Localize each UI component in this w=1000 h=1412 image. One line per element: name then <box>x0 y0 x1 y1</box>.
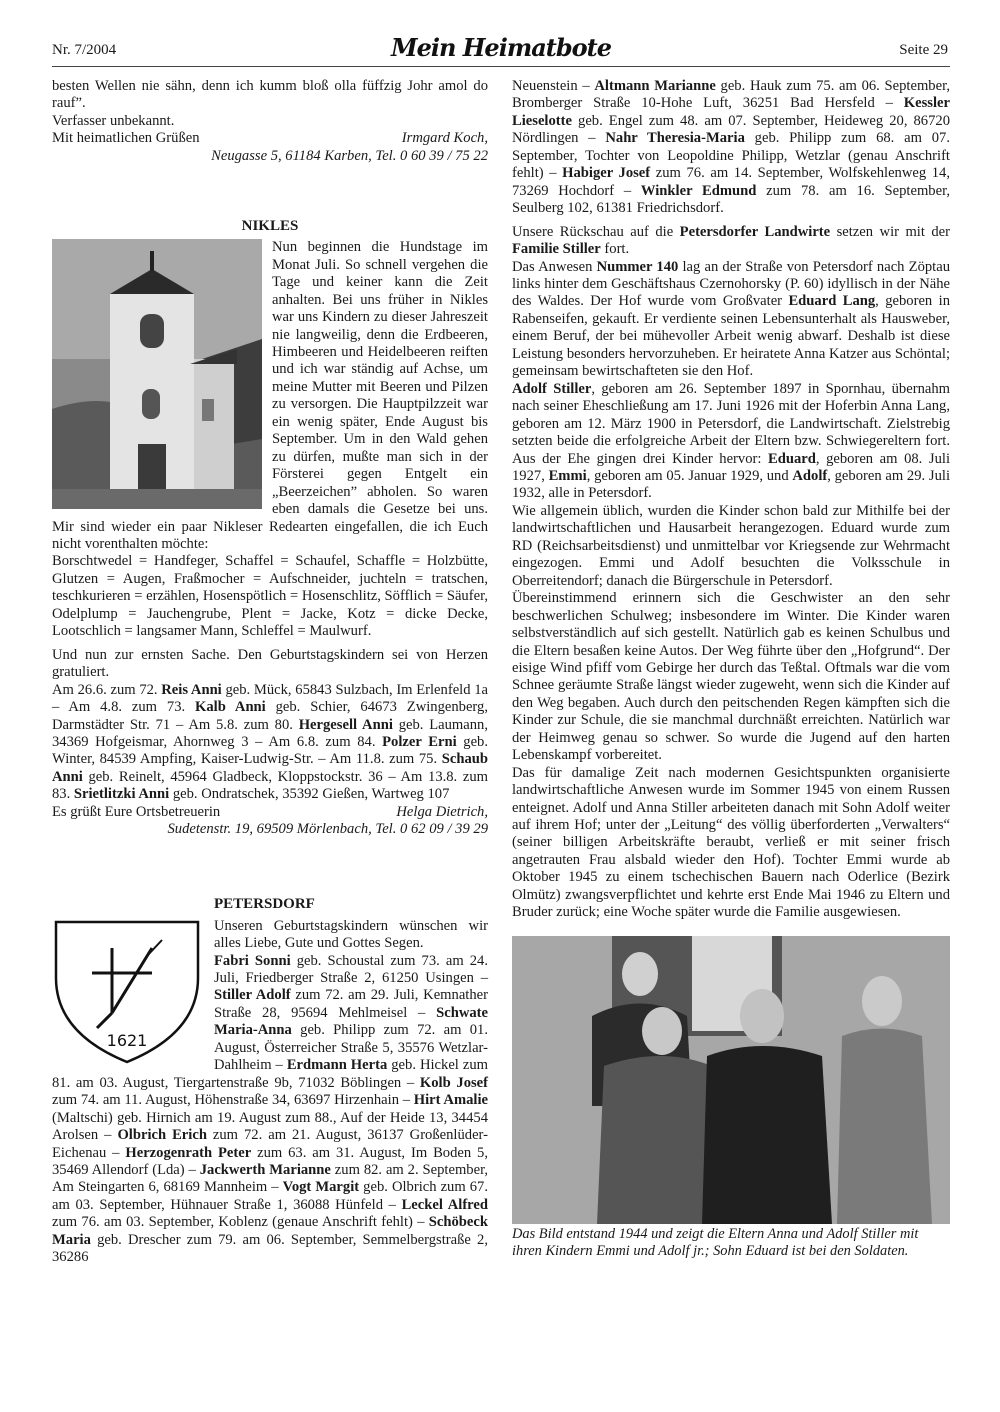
masthead-logo <box>391 28 611 64</box>
person-name: Schwate Maria-Anna <box>214 1004 488 1039</box>
text-run: Am 26.6. zum 72. <box>52 681 162 698</box>
person-name: Nahr Theresia-Maria <box>605 130 745 147</box>
person-name: Hirt Amalie <box>413 1092 488 1109</box>
text-run: , geboren in Rabenseifen, gekauft. Er verdiente seinen Lebensunterhalt als Hausweber, einem Beruf, der bei mühevoller Arbeit wenig abwarf. Deshalb ist diese Leistung besonders hervorzuheben. Er heiratete Anna Katzer aus Schöntal; gemeinsam bewirtschafteten sie den Hof. <box>512 293 950 380</box>
text-run: geb. Schier, 64673 Zwingenberg, Darmstädter Str. 71 – Am 5.8. zum 80. <box>52 699 488 733</box>
person-name: Kalb Anni <box>195 699 266 716</box>
person-name: Habiger Josef <box>562 165 651 182</box>
text-run: geb. Hickel zum 81. am 03. August, Tiergartenstraße 9b, 71032 Böblingen – <box>52 1057 488 1091</box>
text-run: (Maltschi) geb. Hirnich am 19. August zum 88., Auf der Heide 13, 34454 Arolsen – <box>52 1109 488 1144</box>
page-number: Seite 29 <box>899 42 948 58</box>
text-run: geb. Winter, 84539 Ampfing, Kaiser-Ludwig-Str. – Am 11.8. zum 75. <box>52 733 489 768</box>
review-intro <box>512 224 950 259</box>
text-run: geb. Reinelt, 45964 Gladbeck, Kloppstockstr. 36 – Am 13.8. zum 83. <box>52 768 488 803</box>
text-run: geb. Philipp zum 72. am 01. August, Österreicher Straße 5, 35576 Wetzlar-Dahlheim – <box>214 1022 488 1074</box>
person-name: Stiller Adolf <box>214 987 291 1004</box>
text-run: geb. Mück, 65843 Sulzbach, Im Erlenfeld 1a – Am 4.8. zum 73. <box>52 681 489 716</box>
text-run: Unsere Rückschau auf die <box>512 223 680 240</box>
person-name: Adolf Stiller <box>512 380 592 397</box>
intro-text: besten Wellen nie sähn, denn ich kumm bloß olla füffzig Johr amol do rauf”. <box>52 78 488 112</box>
left-column <box>52 78 488 1267</box>
person-name: Schaub Anni <box>52 751 488 785</box>
text-run: , geboren am 05. Januar 1929, und <box>586 467 793 484</box>
person-name: Srietlitzki Anni <box>73 786 170 803</box>
text-run: zum 78. am 16. September, Seulberg 102, 61381 Friedrichsdorf. <box>512 182 950 217</box>
photo-caption: Das Bild entstand 1944 und zeigt die Eltern Anna und Adolf Stiller mit ihren Kindern Emmi und Adolf jr.; Sohn Eduard ist bei den Soldaten. <box>512 1225 919 1260</box>
text-run: geb. Ondratschek, 35392 Gießen, Wartweg 107 <box>169 786 450 803</box>
author-address: Neugasse 5, 61184 Karben, Tel. 0 60 39 / 75 22 <box>211 147 488 164</box>
author-name: Helga Dietrich, <box>396 803 488 820</box>
person-name: Petersdorfer Landwirte <box>679 223 831 240</box>
person-name: Polzer Erni <box>382 733 457 750</box>
person-name: Olbrich Erich <box>117 1127 207 1144</box>
petersdorf-intro: Unseren Geburtstagskindern wünschen wir alles Liebe, Gute und Gottes Segen. <box>214 917 488 952</box>
text-run: , geboren am 26. September 1897 in Spornhau, übernahm nach seiner Eheschließung am 17. Juni 1926 mit der Hoferbin Anna Lang, geboren am 12. März 1900 in Petersdorf, die Landwirtschaft. Zielstrebig setzten beide die erfolgreiche Arbeit der Eltern bzw. Schwiegereltern fort. Aus der Ehe gingen drei Kinder hervor: <box>512 380 950 467</box>
text-run: geb. Schoustal zum 73. am 24. Juli, Friedberger Straße 2, 61250 Usingen – <box>214 952 488 987</box>
text-run: setzen wir mit der <box>830 223 950 240</box>
person-name: Schöbeck Maria <box>52 1214 488 1248</box>
author-address: Sudetenstr. 19, 69509 Mörlenbach, Tel. 0 62 09 / 39 29 <box>167 821 488 838</box>
text-run: geb. Engel zum 48. am 07. September, Heideweg 20, 86720 Nördlingen – <box>512 112 950 147</box>
section-heading-nikles: NIKLES <box>241 218 299 235</box>
para-property <box>512 259 950 381</box>
person-name: Reis Anni <box>161 681 222 698</box>
person-name: Nummer 140 <box>596 258 679 275</box>
text-run: Das Anwesen <box>512 258 597 275</box>
svg-text:Mein Heimatbote: Mein Heimatbote <box>391 33 611 62</box>
signature-koch <box>52 130 488 147</box>
person-name: Winkler Edmund <box>640 182 757 199</box>
para-1945: Das für damalige Zeit nach modernen Gesichtspunkten organisierte landwirtschaftliche Anwesen wurde im Sommer 1945 von einem Russen enteignet. Adolf und Anna Stiller arbeiteten danach mit Sohn Adolf weiter auf ihrem Hof; unter der „Leitung“ des völlig überforderten „Verwalters“ (seiner billigen Arbeitskräfte beraubt, verließ er mit seiner frisch angetrauten Frau alsbald wieder den Hof). Tochter Emmi wurde ab Oktober 1945 zu einem tschechischen Bauern nach Oderlice (Bezirk Olmütz) zwangsverpflichtet und kehrte erst Ende Mai 1946 zu Eltern und Bruder zurück; eine Woche später wurde die Familie ausgewiesen. <box>512 764 950 921</box>
right-column <box>512 78 950 1261</box>
text-run: geb. Drescher zum 79. am 06. September, Semmelbergstraße 2, 36286 <box>52 1231 488 1266</box>
person-name: Hergesell Anni <box>298 716 393 733</box>
greeting: Mit heimatlichen Grüßen <box>52 130 200 147</box>
text-run: zum 74. am 11. August, Höhenstraße 34, 63697 Hirzenhain – <box>52 1092 414 1109</box>
person-name: Eduard Lang <box>788 293 876 310</box>
person-name: Eduard <box>768 450 816 467</box>
author-note: Verfasser unbekannt. <box>52 112 175 129</box>
para-adolf-stiller <box>512 381 950 503</box>
nikles-text: Nun beginnen die Hundstage im Monat Juli. So schnell vergehen die Tage und keiner kann die Zeit anhalten. Bei uns früher in Nikles war uns Kindern zu dieser Jahreszeit nie langweilig, denn die Erdbeeren, Himbeeren und Heidelbeeren reiften und ich war ständig auf Achse, um meine Mutter mit Beeren und Pilzen zu versorgen. Die Hauptpilzzeit war ein wenig später, Ende August bis September. Um in den Wald gehen zu dürfen, mußte man sich in der Försterei gegen Entgelt ein „Beerzeichen” abholen. So waren eben damals die Gesetze bei uns. Mir sind wieder ein paar Nikleser Redearten eingefallen, die ich Euch nicht vorenthalten möchte: <box>52 239 488 552</box>
person-name: Altmann Marianne <box>594 78 716 94</box>
person-name: Jackwerth Marianne <box>199 1162 331 1179</box>
person-name: Herzogenrath Peter <box>125 1144 252 1161</box>
person-name: Kessler Lieselotte <box>512 95 950 129</box>
nikles-glossary: Borschtwedel = Handfeger, Schaffel = Schaufel, Schaffle = Holzbütte, Glutzen = Augen, Fraßmocher = Aufschneider, juchteln = tratschen, teschkurieren = erzählen, Hosenspötlich = Hosenschlitz, Söfflich = Säufer, Odelplump = Jauchengrube, Plent = Jacke, Kotz = dicke Decke, Lootschlich = langsamer Mann, Schleffel = Maulwurf. <box>52 553 488 640</box>
person-name: Kolb Josef <box>419 1074 489 1091</box>
family-photo <box>512 936 950 1224</box>
header-rule <box>52 66 950 67</box>
person-name: Vogt Margit <box>282 1179 360 1196</box>
congratulations-text: Und nun zur ernsten Sache. Den Geburtstagskindern sei von Herzen gratuliert. <box>52 646 488 681</box>
para-school: Übereinstimmend erinnern sich die Geschwister an den sehr beschwerlichen Schulweg; insbesondere im Winter. Die Kinder waren selbstverständlich auf sich gestellt. Natürlich gab es keinen Schulbus und die Eltern besaßen keine Autos. Der Weg führte über den „Hofgrund“. Der eisige Wind pfiff vom Gebirge her durch das Teßtal. Oftmals war die vom Schnee geräumte Straße längst wieder zugeweht, wenn sich die Kinder auf den Weg begaben. Auch durch den peitschenden Regen kämpften sich die Kinder zur Schule, die sie manchmal durchnäßt erreichten. Natürlich war der Heimweg genau so schwer. So wurde die Jugend auf den harten Lebenskampf vorbereitet. <box>512 590 950 764</box>
text-run: Neuenstein – <box>512 78 595 94</box>
greeting: Es grüßt Eure Ortsbetreuerin <box>52 803 221 820</box>
text-run: geb. Philipp zum 68. am 07. September, Tochter von Leopoldine Philipp, Wetzlar (genau Anschrift fehlt) – <box>512 130 950 182</box>
person-name: Erdmann Herta <box>286 1057 388 1074</box>
signature-dietrich <box>52 804 488 821</box>
arms-year: 1621 <box>106 1030 148 1050</box>
nikles-birthdays <box>52 682 488 804</box>
text-run: geb. Hauk zum 75. am 06. September, Bromberger Straße 10-Hohe Luft, 36251 Bad Hersfeld – <box>512 78 951 112</box>
text-run: lag an der Straße von Petersdorf nach Zöptau links hinter dem Geschäftshaus Czernohorsky (P. 60) idyllisch in der Nähe des Waldes. Der Hof wurde vom Großvater <box>512 258 950 310</box>
coat-of-arms-icon <box>52 918 202 1066</box>
text-run: , geboren am 08. Juli 1927, <box>512 450 950 484</box>
para-work: Wie allgemein üblich, wurden die Kinder schon bald zur Mithilfe bei der landwirtschaftlichen und Hausarbeit herangezogen. Eduard wurde zum RD (Reichsarbeitsdienst) und unmittelbar vor Kriegsende zur Wehrmacht eingezogen. Emmi und Adolf besuchten die Volksschule in Oberreitendorf; danach die Bürgerschule in Petersdorf. <box>512 502 950 589</box>
text-run: zum 72. am 29. Juli, Kemnather Straße 28, 95694 Mehlmeisel – <box>214 987 488 1021</box>
text-run: geb. Laumann, 34369 Hofgeismar, Ahornweg 3 – Am 6.8. zum 84. <box>52 716 488 750</box>
issue-number: Nr. 7/2004 <box>52 42 117 58</box>
text-run: zum 76. am 14. September, Wolfskehlenweg 14, 73269 Hochdorf – <box>512 165 950 199</box>
church-photo <box>52 239 262 509</box>
text-run: zum 82. am 2. September, Am Steingarten 6, 68169 Mannheim – <box>52 1162 488 1196</box>
section-heading-petersdorf: PETERSDORF <box>214 895 315 912</box>
person-name: Familie Stiller <box>512 241 601 258</box>
text-run: zum 76. am 03. September, Koblenz (genaue Anschrift fehlt) – <box>52 1214 429 1231</box>
person-name: Emmi <box>548 467 587 484</box>
person-name: Adolf <box>792 467 828 484</box>
petersdorf-birthdays-continued <box>512 78 950 218</box>
text-run: , geboren am 29. Juli 1932, alle in Petersdorf. <box>512 467 950 502</box>
text-run: zum 72. am 21. August, 36137 Großenlüder-Eichenau – <box>52 1127 488 1161</box>
person-name: Fabri Sonni <box>214 952 291 969</box>
author-name: Irmgard Koch, <box>401 130 488 147</box>
text-run: zum 63. am 31. August, Im Boden 5, 35469 Allendorf (Lda) – <box>52 1144 489 1179</box>
text-run: geb. Olbrich zum 67. am 03. September, Hühnauer Straße 1, 36088 Hünfeld – <box>52 1179 488 1213</box>
text-run: fort. <box>600 241 630 258</box>
person-name: Leckel Alfred <box>401 1196 488 1213</box>
